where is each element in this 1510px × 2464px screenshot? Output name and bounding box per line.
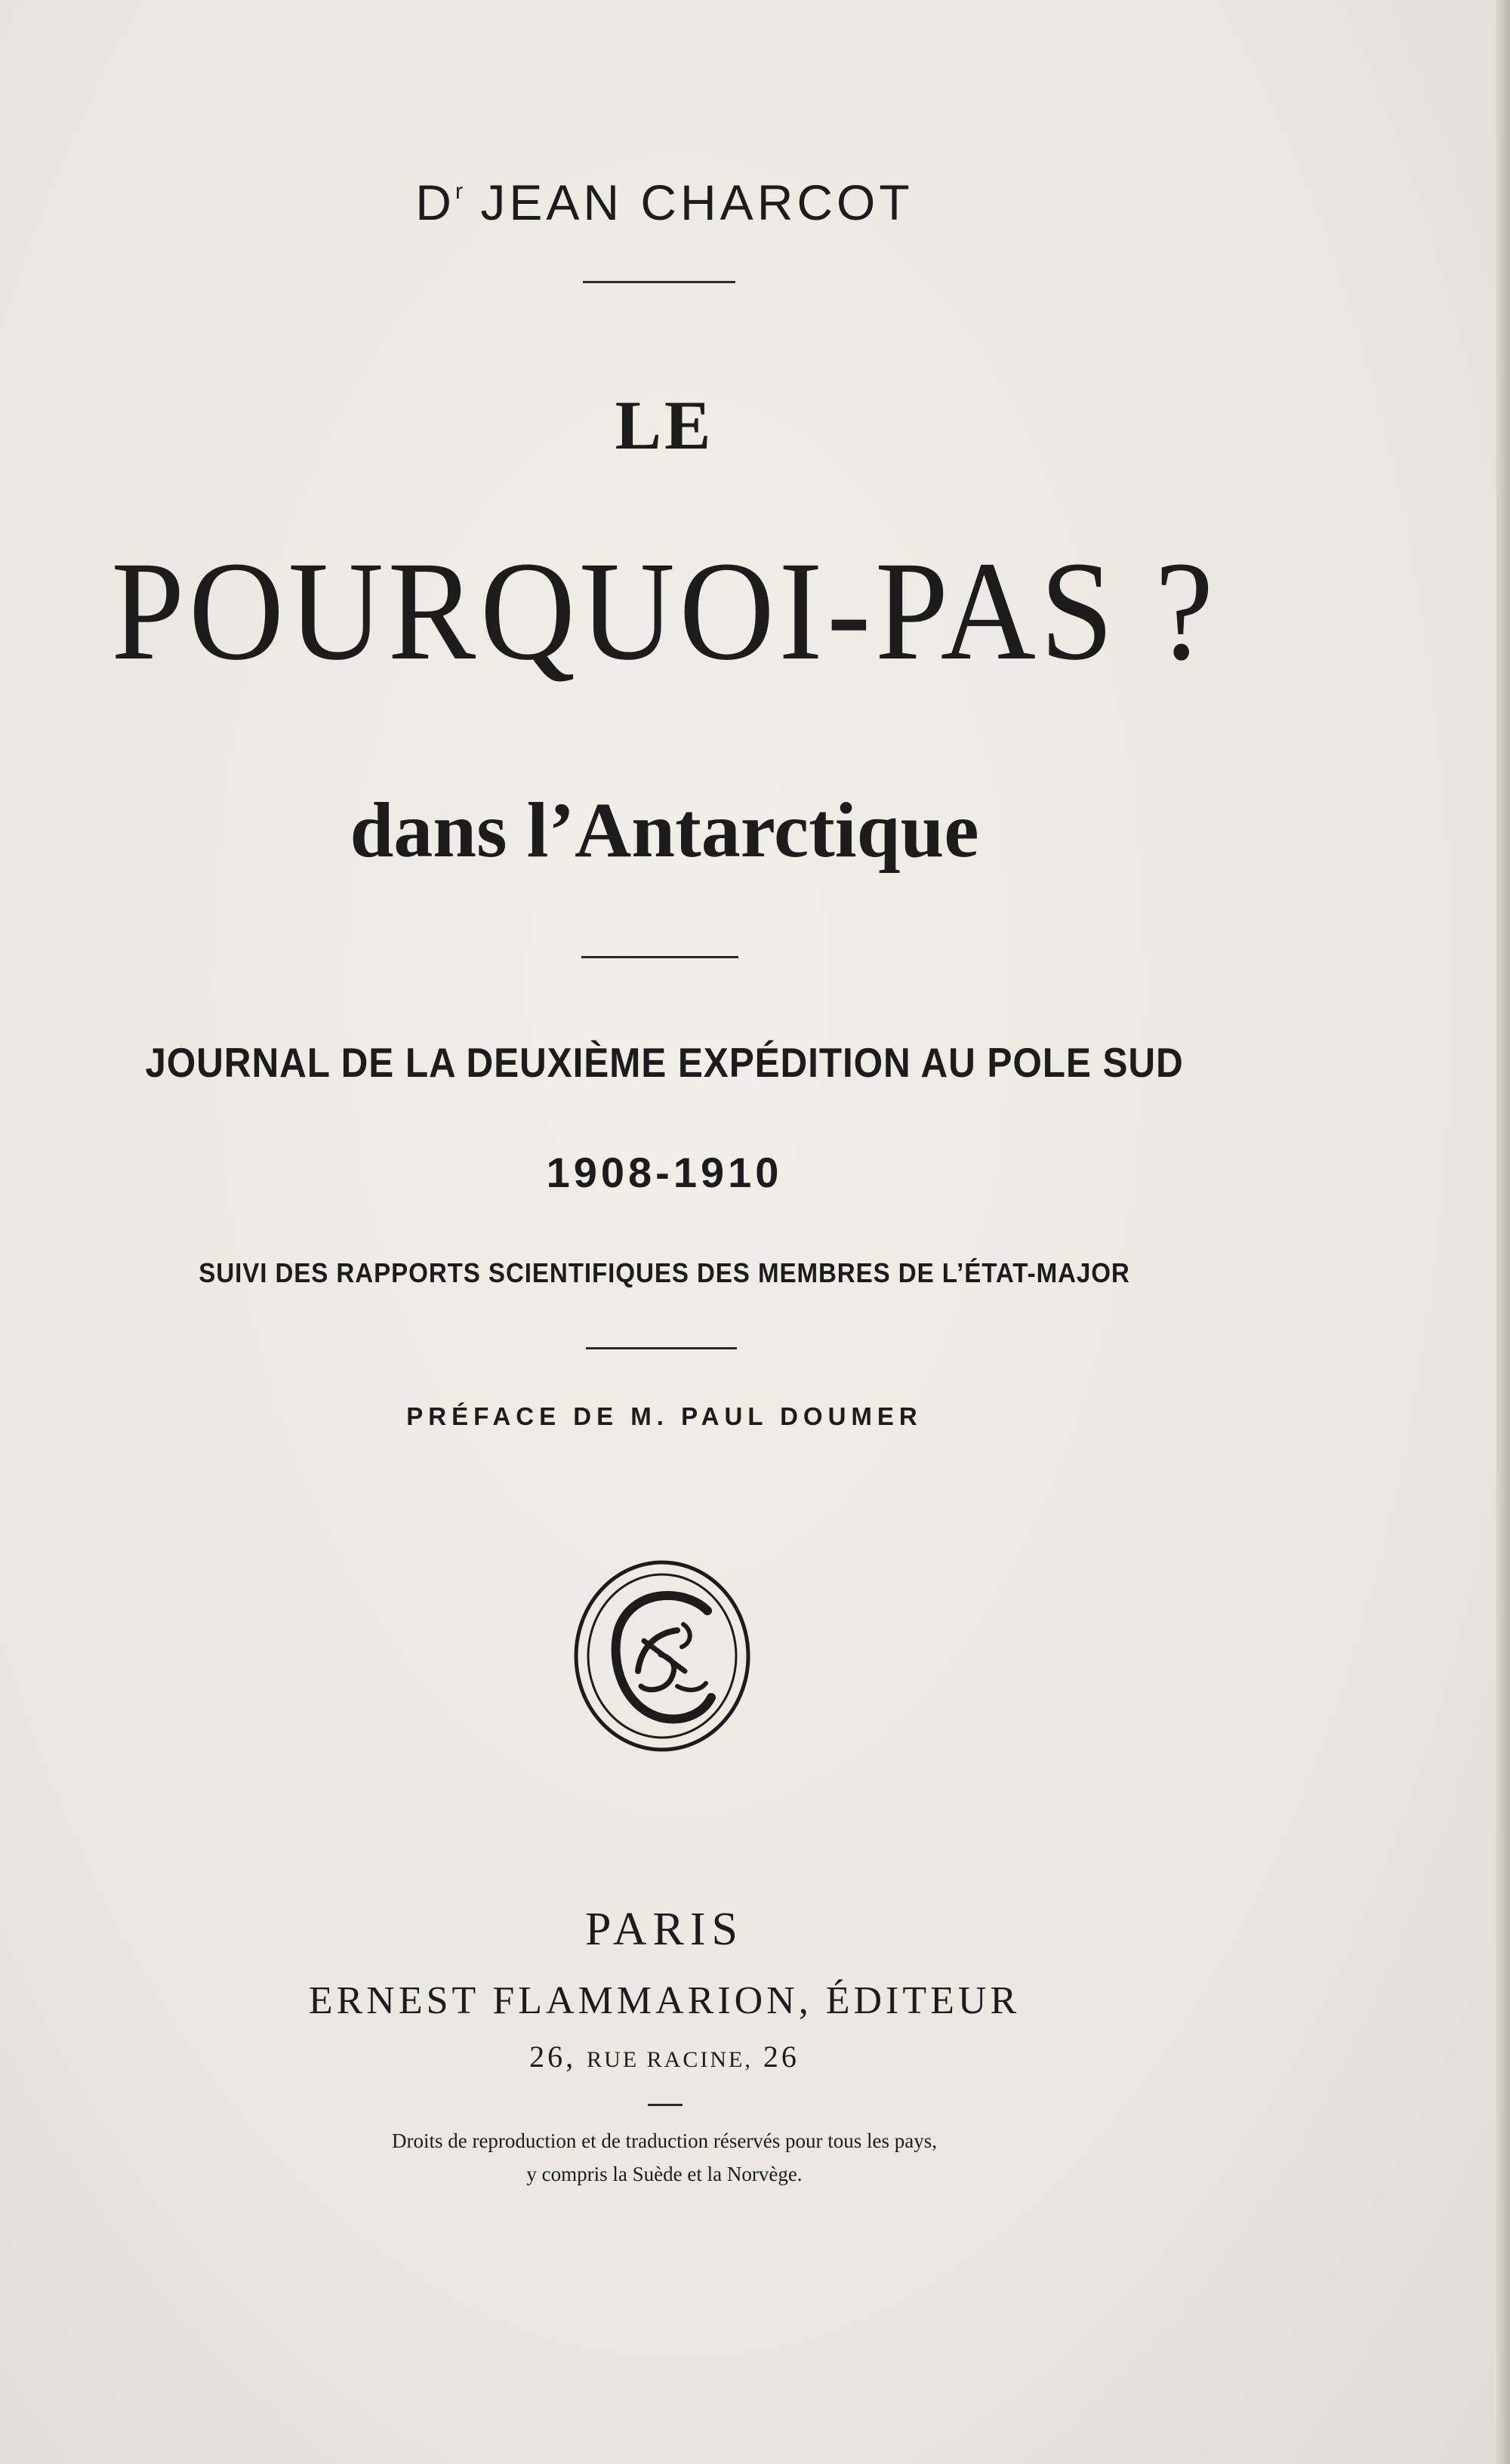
supplement-line: SUIVI DES RAPPORTS SCIENTIFIQUES DES MEMBRES DE L’ÉTAT-MAJOR (199, 1257, 1130, 1288)
rule-2 (581, 956, 738, 958)
author-title: D (415, 174, 455, 230)
publisher-address (0, 2039, 1329, 2074)
page-edge (1496, 0, 1510, 2464)
rule-4 (648, 2104, 683, 2106)
publisher-emblem-icon (572, 1558, 753, 1754)
author-name: JEAN CHARCOT (480, 174, 914, 230)
author-title-superscript: r (455, 179, 463, 204)
subtitle: dans l’Antarctique (350, 787, 979, 874)
preface-line: PRÉFACE DE M. PAUL DOUMER (406, 1402, 923, 1430)
rule-3 (586, 1347, 737, 1349)
rights-line-2: y compris la Suède et la Norvège. (526, 2163, 803, 2185)
main-title: POURQUOI-PAS ? (111, 532, 1218, 689)
address-number-right: 26 (763, 2040, 800, 2074)
title-article: LE (615, 387, 714, 464)
publisher: ERNEST FLAMMARION, ÉDITEUR (308, 1979, 1021, 2022)
rights-notice (0, 2124, 1329, 2191)
address-number-left: 26, (529, 2040, 577, 2074)
author-line (0, 174, 1329, 231)
rule-1 (583, 281, 735, 283)
address-street: RUE RACINE, (587, 2047, 753, 2072)
rights-line-1: Droits de reproduction et de traduction réservés pour tous les pays, (391, 2129, 938, 2152)
years: 1908-1910 (546, 1149, 783, 1196)
city: PARIS (584, 1904, 744, 1955)
journal-line: JOURNAL DE LA DEUXIÈME EXPÉDITION AU POLE SUD (145, 1039, 1184, 1086)
